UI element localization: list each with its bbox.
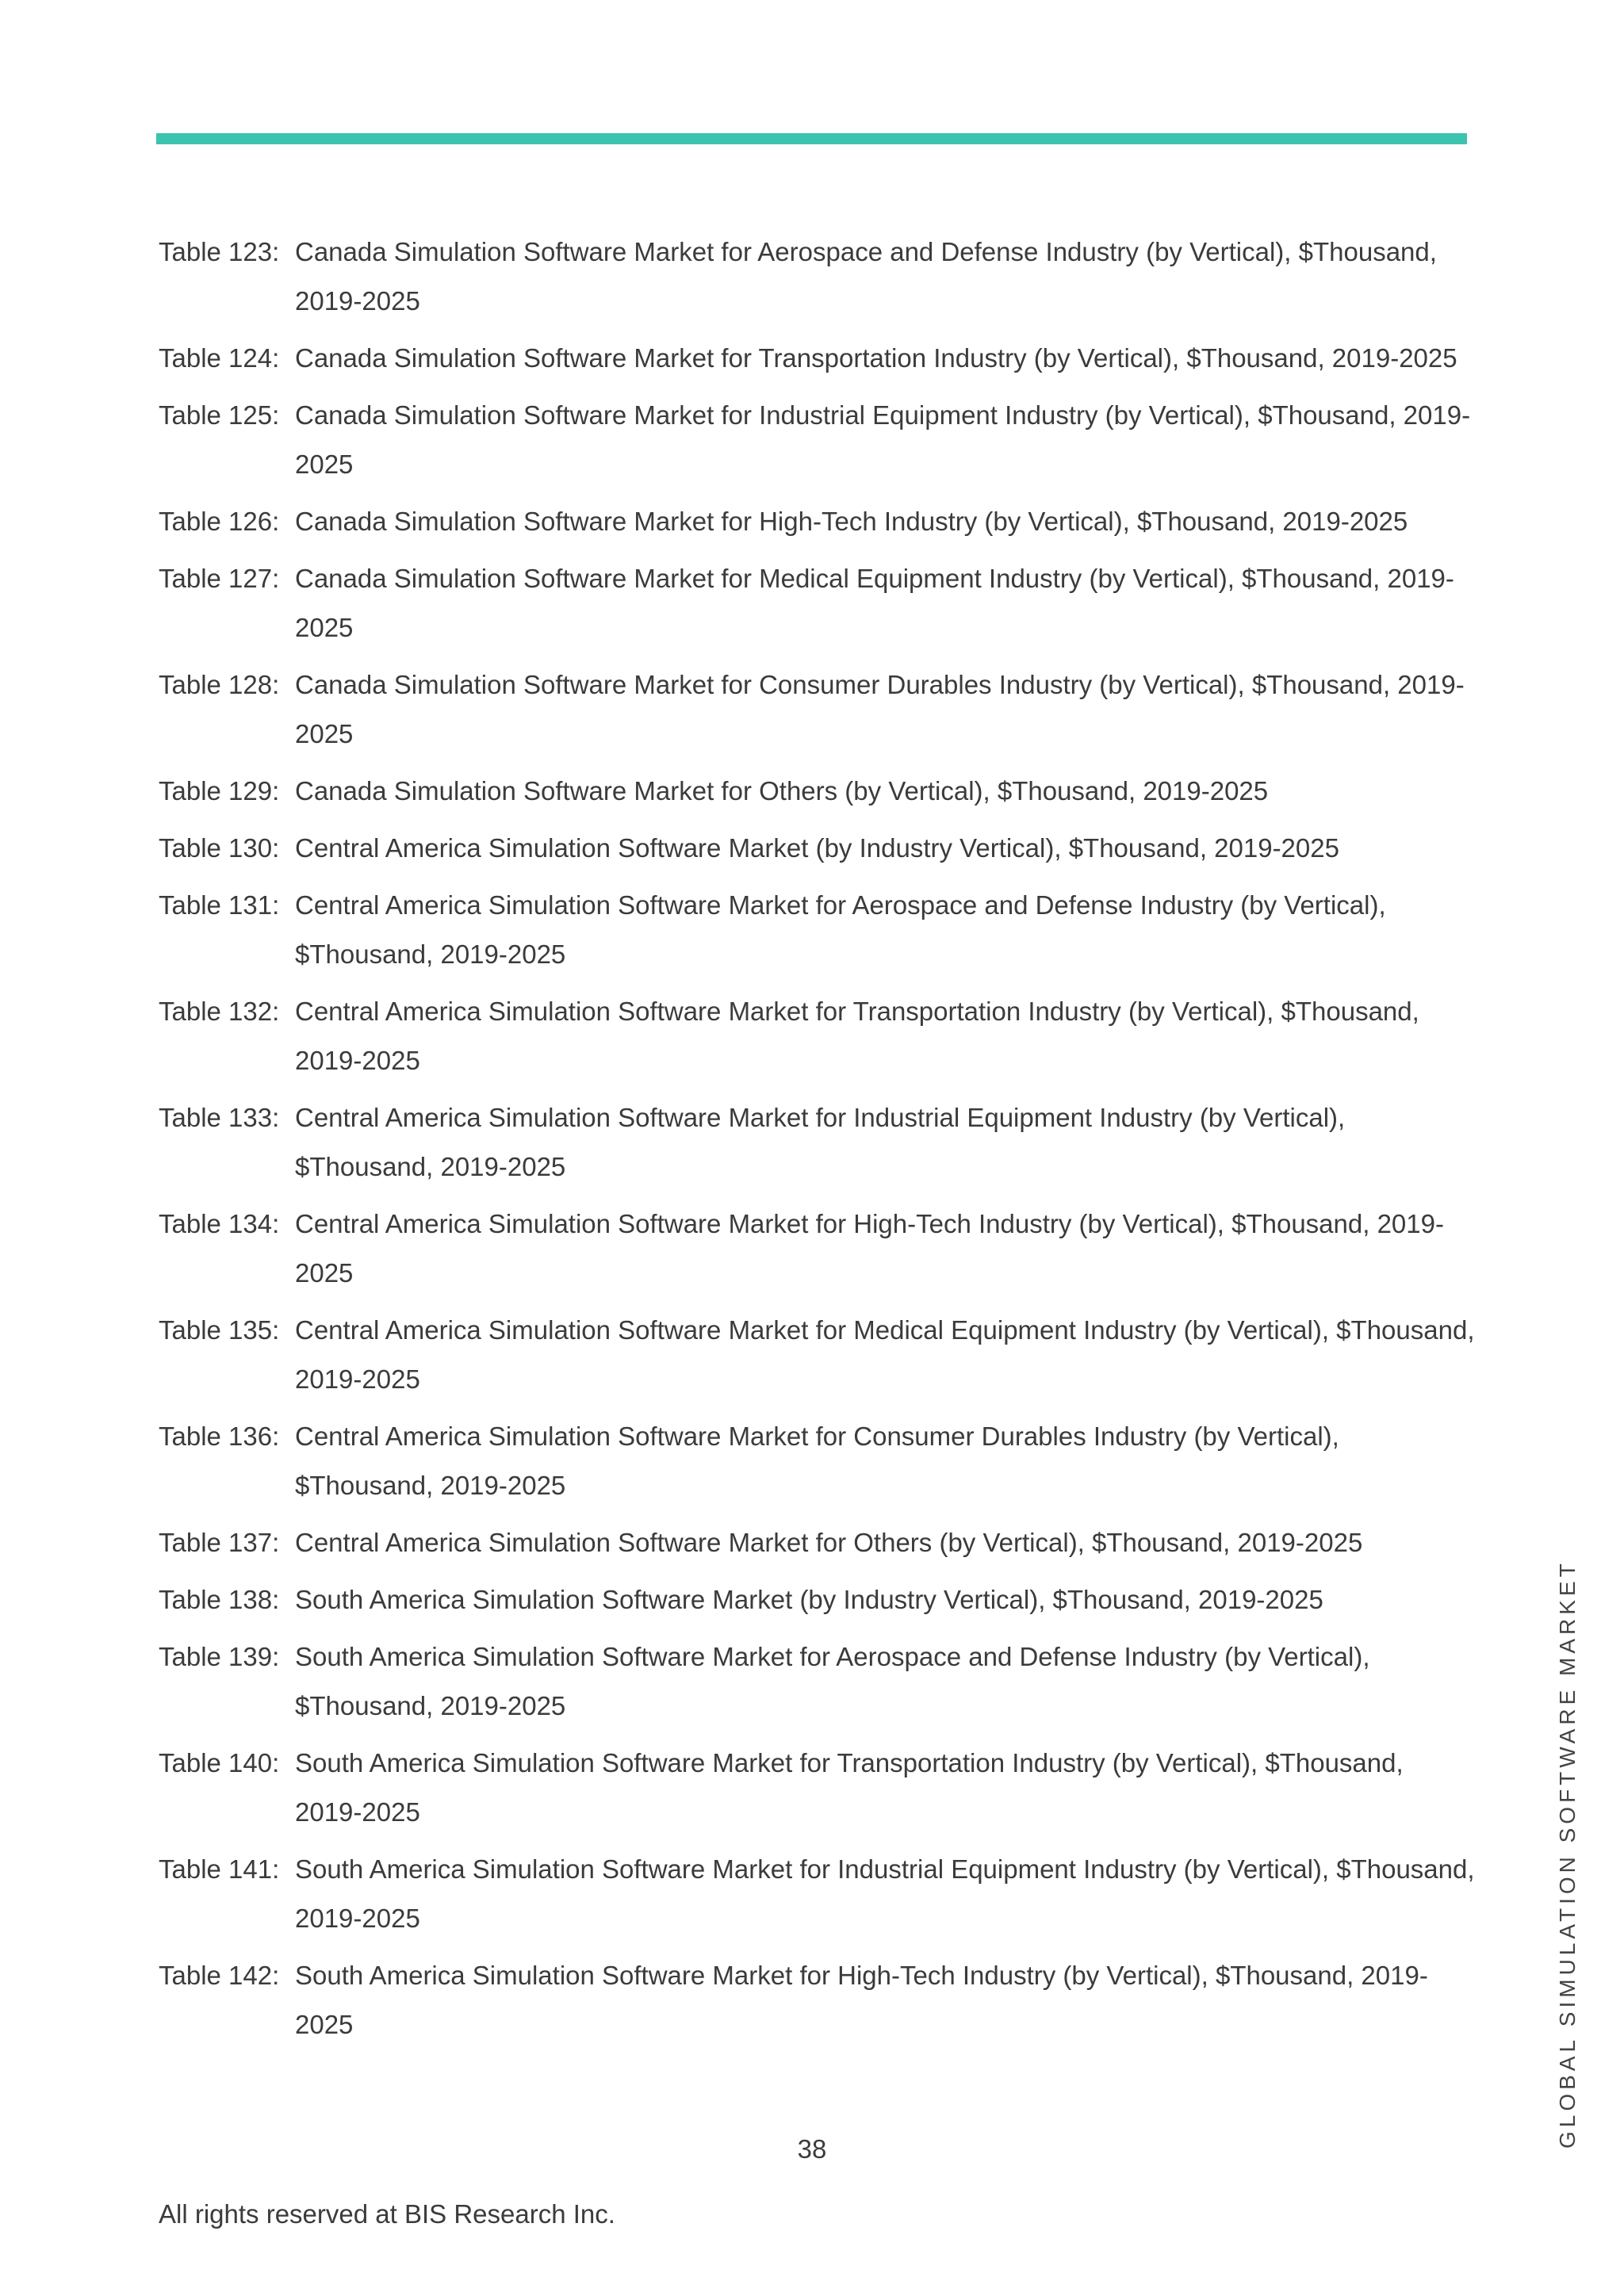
table-title: Canada Simulation Software Market for Consumer Durables Industry (by Vertical), $Thousand, 2019-2025 xyxy=(295,670,1465,748)
toc-entry xyxy=(159,824,1475,873)
table-number: Table 139: xyxy=(159,1642,280,1671)
table-title: Canada Simulation Software Market for Others (by Vertical), $Thousand, 2019-2025 xyxy=(295,776,1269,806)
table-title: Canada Simulation Software Market for High-Tech Industry (by Vertical), $Thousand, 2019-2025 xyxy=(295,507,1408,536)
table-title: Central America Simulation Software Market for Others (by Vertical), $Thousand, 2019-2025 xyxy=(295,1528,1363,1557)
toc-entry xyxy=(159,1306,1475,1404)
toc-entry xyxy=(159,497,1475,546)
toc-entry xyxy=(159,1093,1475,1192)
table-number: Table 132: xyxy=(159,997,280,1026)
table-number: Table 137: xyxy=(159,1528,280,1557)
table-number: Table 142: xyxy=(159,1961,280,1990)
table-title: South America Simulation Software Market for Aerospace and Defense Industry (by Vertical), $Thousand, 2019-2025 xyxy=(295,1642,1370,1720)
toc-entry xyxy=(159,228,1475,326)
table-number: Table 135: xyxy=(159,1315,280,1345)
toc-entry xyxy=(159,881,1475,979)
table-number: Table 138: xyxy=(159,1585,280,1614)
toc-entry xyxy=(159,391,1475,489)
table-number: Table 123: xyxy=(159,237,280,266)
toc-entry xyxy=(159,1845,1475,1943)
table-number: Table 130: xyxy=(159,833,280,863)
table-number: Table 124: xyxy=(159,343,280,373)
table-title: Central America Simulation Software Market for High-Tech Industry (by Vertical), $Thousand, 2019-2025 xyxy=(295,1209,1444,1288)
table-number: Table 134: xyxy=(159,1209,280,1238)
table-number: Table 141: xyxy=(159,1854,280,1884)
table-number: Table 125: xyxy=(159,400,280,430)
table-title: South America Simulation Software Market for Industrial Equipment Industry (by Vertical), $Thousand, 2019-2025 xyxy=(295,1854,1475,1933)
table-title: Central America Simulation Software Market for Transportation Industry (by Vertical), $Thousand, 2019-2025 xyxy=(295,997,1419,1075)
toc-entry xyxy=(159,554,1475,652)
table-number: Table 136: xyxy=(159,1422,280,1451)
table-title: Central America Simulation Software Market for Medical Equipment Industry (by Vertical), $Thousand, 2019-2025 xyxy=(295,1315,1475,1394)
table-number: Table 127: xyxy=(159,564,280,593)
table-title: Central America Simulation Software Market for Industrial Equipment Industry (by Vertical), $Thousand, 2019-2025 xyxy=(295,1103,1346,1181)
table-title: Canada Simulation Software Market for Transportation Industry (by Vertical), $Thousand, 2019-2025 xyxy=(295,343,1457,373)
toc-entry xyxy=(159,334,1475,383)
page-number: 38 xyxy=(797,2134,827,2164)
table-title: Central America Simulation Software Market (by Industry Vertical), $Thousand, 2019-2025 xyxy=(295,833,1339,863)
table-title: South America Simulation Software Market (by Industry Vertical), $Thousand, 2019-2025 xyxy=(295,1585,1323,1614)
toc-entry xyxy=(159,1412,1475,1510)
table-title: Canada Simulation Software Market for Aerospace and Defense Industry (by Vertical), $Thousand, 2019-2025 xyxy=(295,237,1437,316)
toc-entry xyxy=(159,1518,1475,1567)
toc-entry xyxy=(159,767,1475,816)
table-title: South America Simulation Software Market for Transportation Industry (by Vertical), $Thousand, 2019-2025 xyxy=(295,1748,1404,1827)
table-title: South America Simulation Software Market for High-Tech Industry (by Vertical), $Thousand, 2019-2025 xyxy=(295,1961,1428,2039)
toc-entry xyxy=(159,1200,1475,1298)
side-report-title: GLOBAL SIMULATION SOFTWARE MARKET xyxy=(1555,1559,1580,2149)
toc-entry xyxy=(159,1951,1475,2049)
toc-entry xyxy=(159,660,1475,759)
table-number: Table 140: xyxy=(159,1748,280,1777)
table-title: Canada Simulation Software Market for Medical Equipment Industry (by Vertical), $Thousand, 2019-2025 xyxy=(295,564,1454,642)
table-title: Central America Simulation Software Market for Consumer Durables Industry (by Vertical), $Thousand, 2019-2025 xyxy=(295,1422,1339,1500)
toc-entry xyxy=(159,987,1475,1085)
list-of-tables xyxy=(159,228,1475,2057)
table-title: Canada Simulation Software Market for Industrial Equipment Industry (by Vertical), $Thousand, 2019-2025 xyxy=(295,400,1471,479)
toc-entry xyxy=(159,1632,1475,1731)
table-number: Table 131: xyxy=(159,890,280,920)
table-number: Table 129: xyxy=(159,776,280,806)
table-number: Table 128: xyxy=(159,670,280,699)
table-number: Table 133: xyxy=(159,1103,280,1132)
footer-copyright: All rights reserved at BIS Research Inc. xyxy=(159,2199,615,2229)
toc-entry xyxy=(159,1575,1475,1624)
table-title: Central America Simulation Software Market for Aerospace and Defense Industry (by Vertical), $Thousand, 2019-2025 xyxy=(295,890,1386,969)
header-accent-rule xyxy=(156,133,1467,144)
table-number: Table 126: xyxy=(159,507,280,536)
toc-entry xyxy=(159,1739,1475,1837)
